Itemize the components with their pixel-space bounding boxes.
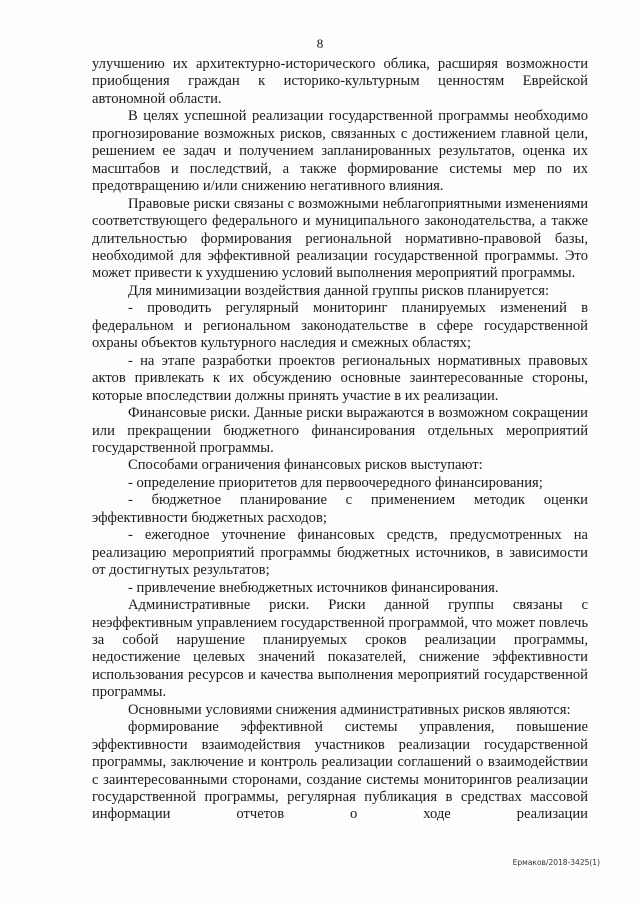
list-item: - определение приоритетов для первоочередного финансирования; xyxy=(128,474,543,491)
paragraph: Способами ограничения финансовых рисков выступают: xyxy=(128,457,483,474)
paragraph: Правовые риски связаны с возможными неблагоприятными изменениями соответствующего федерального и муниципального законодательства, а также длительностью формирования региональной нормативно-правовой базы, необходимой для эффективной реализации государственной программы. Это может привести к ухудшению условий выполнения мероприятий программы. xyxy=(92,195,588,282)
list-item: - ежегодное уточнение финансовых средств, предусмотренных на реализацию мероприятий программы бюджетных источников, в зависимости от достигнутых результатов; xyxy=(92,527,588,579)
list-item: - на этапе разработки проектов региональных нормативных правовых актов привлекать к их обсуждению основные заинтересованные стороны, которые впоследствии должны принять участие в их реализации. xyxy=(92,352,588,404)
list-item: - бюджетное планирование с применением методик оценки эффективности бюджетных расходов; xyxy=(92,492,588,526)
document-reference: Ермаков/2018-3425(1) xyxy=(512,858,600,867)
body-text xyxy=(92,56,588,824)
paragraph: Для минимизации воздействия данной группы рисков планируется: xyxy=(128,282,550,299)
paragraph: В целях успешной реализации государственной программы необходимо прогнозирование возможных рисков, связанных с достижением главной цели, решением ее задач и получением запланированных результатов, оценка их масштабов и последствий, а также формирование системы мер по их предотвращению и/или снижению негативного влияния. xyxy=(92,108,588,195)
paragraph: Основными условиями снижения административных рисков являются: xyxy=(128,701,571,718)
list-item: - проводить регулярный мониторинг планируемых изменений в федеральном и региональном законодательстве в сфере государственной охраны объектов культурного наследия и смежных областях; xyxy=(92,300,588,352)
page-number: 8 xyxy=(316,36,324,51)
paragraph: улучшению их архитектурно-исторического облика, расширяя возможности приобщения граждан к историко-культурным ценностям Еврейской автономной области. xyxy=(92,56,588,107)
list-item: - привлечение внебюджетных источников финансирования. xyxy=(128,579,499,596)
paragraph: формирование эффективной системы управления, повышение эффективности взаимодействия участников реализации государственной программы, заключение и контроль реализации соглашений о взаимодействии с заинтересованными сторонами, создание системы мониторингов реализации государственной программы, регулярная публикация в средствах массовой информации отчетов о ходе реализации xyxy=(92,719,588,823)
paragraph: Финансовые риски. Данные риски выражаются в возможном сокращении или прекращении бюджетного финансирования отдельных мероприятий государственной программы. xyxy=(92,405,588,456)
paragraph: Административные риски. Риски данной группы связаны с неэффективным управлением государственной программой, что может повлечь за собой нарушение планируемых сроков реализации программы, недостижение целевых значений показателей, снижение эффективности использования ресурсов и качества выполнения мероприятий государственной программы. xyxy=(92,597,588,701)
